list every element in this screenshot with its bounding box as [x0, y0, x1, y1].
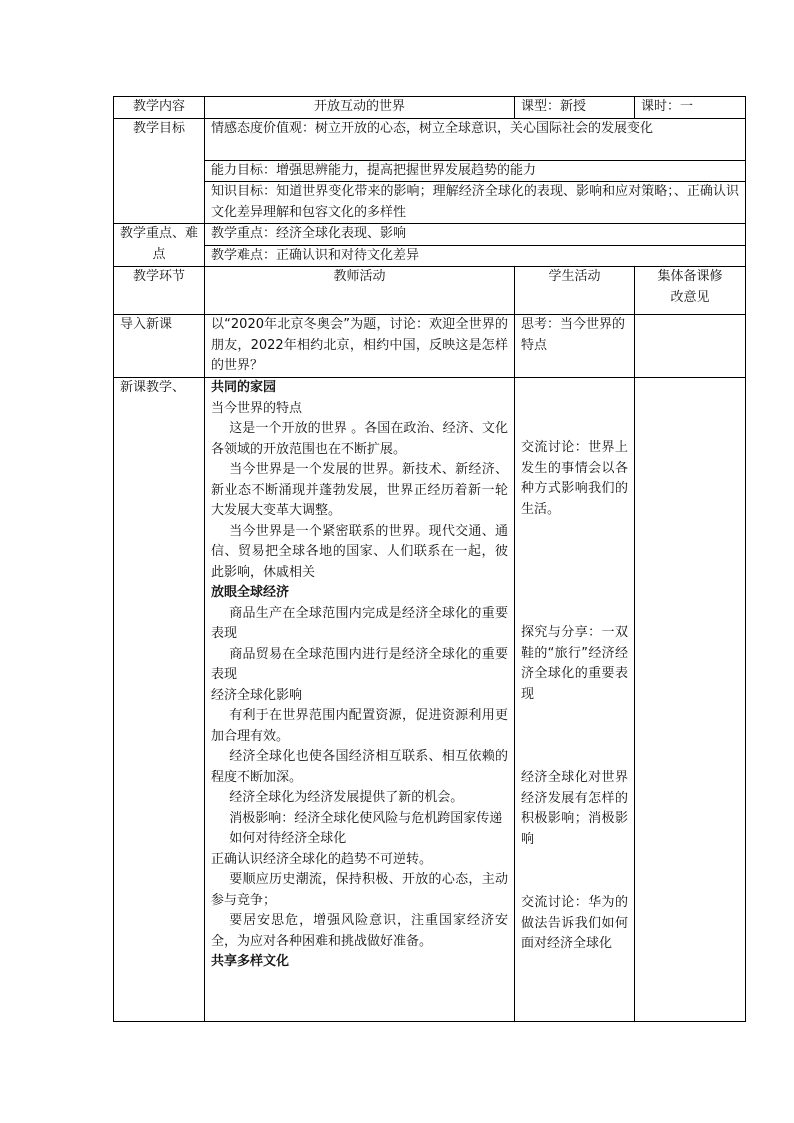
- difficult-point: 教学难点：正确认识和对待文化差异: [205, 245, 746, 267]
- teacher-line: 有利于在世界范围内配置资源，促进资源利用更加合理有效。: [211, 708, 508, 744]
- student-note: 交流讨论：世界上发生的事情会以各种方式影响我们的生活。: [521, 440, 628, 517]
- teacher-line: 共同的家园: [211, 380, 277, 395]
- teacher-line: 这是一个开放的世界 。各国在政治、经济、文化各领域的开放范围也在不断扩展。: [211, 421, 508, 457]
- teacher-line: 放眼全球经济: [211, 585, 290, 600]
- column-teacher: 教师活动: [205, 267, 515, 315]
- column-stage: 教学环节: [114, 267, 205, 315]
- teacher-line: 要居安思危，增强风险意识，注重国家经济安全，为应对各种困难和挑战做好准备。: [211, 913, 508, 949]
- teacher-line: 当今世界是一个紧密联系的世界。现代交通、通信、贸易把全球各地的国家、人们联系在一起，彼此影响，休戚相关: [211, 523, 508, 580]
- teacher-line: 要顺应历史潮流，保持积极、开放的心态，主动参与竞争；: [211, 872, 508, 908]
- student-note: 经济全球化对世界经济发展有怎样的积极影响；消极影响: [521, 770, 628, 847]
- teacher-line: 经济全球化为经济发展提供了新的机会。: [229, 790, 464, 805]
- content-label: 教学内容: [114, 97, 205, 119]
- teacher-line: 商品贸易在全球范围内进行是经济全球化的重要表现: [211, 646, 508, 682]
- key-point: 教学重点：经济全球化表现、影响: [205, 224, 746, 246]
- teacher-line: 当今世界是一个发展的世界。新技术、新经济、新业态不断涌现并蓬勃发展，世界正经历着新一轮大发展大变革大调整。: [211, 462, 508, 518]
- goal-knowledge: 知识目标：知道世界变化带来的影响；理解经济全球化的表现、影响和应对策略；、正确认识文化差异理解和包容文化的多样性: [205, 182, 746, 224]
- student-note: 探究与分享：一双鞋的“旅行”经济经济全球化的重要表现: [521, 625, 628, 702]
- teacher-line: 正确认识经济全球化的趋势不可逆转。: [211, 851, 433, 867]
- student-activity: [515, 378, 635, 1022]
- goal-emotion: 情感态度价值观：树立开放的心态，树立全球意识，关心国际社会的发展变化: [205, 118, 746, 160]
- intro-teacher: 以“2020年北京冬奥会”为题，讨论：欢迎全世界的朋友，2022年相约北京，相约中国，反映这是怎样的世界？: [205, 315, 515, 378]
- intro-student: 思考：当今世界的特点: [515, 315, 635, 378]
- lesson-plan-table: [113, 96, 746, 1022]
- lesson-notes: [635, 378, 746, 1022]
- teacher-line: 经济全球化也使各国经济相互联系、相互依赖的程度不断加深。: [211, 749, 508, 785]
- teacher-activity: [205, 378, 515, 1022]
- teacher-line: 当今世界的特点: [211, 400, 303, 416]
- topic-title: 开放互动的世界: [205, 97, 515, 119]
- intro-stage: 导入新课: [114, 315, 205, 378]
- teacher-line: 经济全球化影响: [211, 687, 303, 703]
- teacher-line: 如何对待经济全球化: [229, 831, 347, 846]
- column-notes: 集体备课修改意见: [635, 267, 746, 315]
- intro-notes: [635, 315, 746, 378]
- student-note: 交流讨论：华为的做法告诉我们如何面对经济全球化: [521, 895, 628, 951]
- focus-label: 教学重点、难点: [114, 224, 205, 267]
- teacher-line: 消极影响：经济全球化使风险与危机跨国家传递: [229, 810, 503, 826]
- lesson-type: 课型：新授: [515, 97, 635, 119]
- goals-label: 教学目标: [114, 118, 205, 224]
- teacher-line: 商品生产在全球范围内完成是经济全球化的重要表现: [211, 605, 508, 641]
- goal-ability: 能力目标：增强思辨能力，提高把握世界发展趋势的能力: [205, 160, 746, 182]
- lesson-stage: 新课教学、: [114, 378, 205, 1022]
- teacher-line: 共享多样文化: [211, 954, 290, 969]
- column-student: 学生活动: [515, 267, 635, 315]
- lesson-hours: 课时：一: [635, 97, 746, 119]
